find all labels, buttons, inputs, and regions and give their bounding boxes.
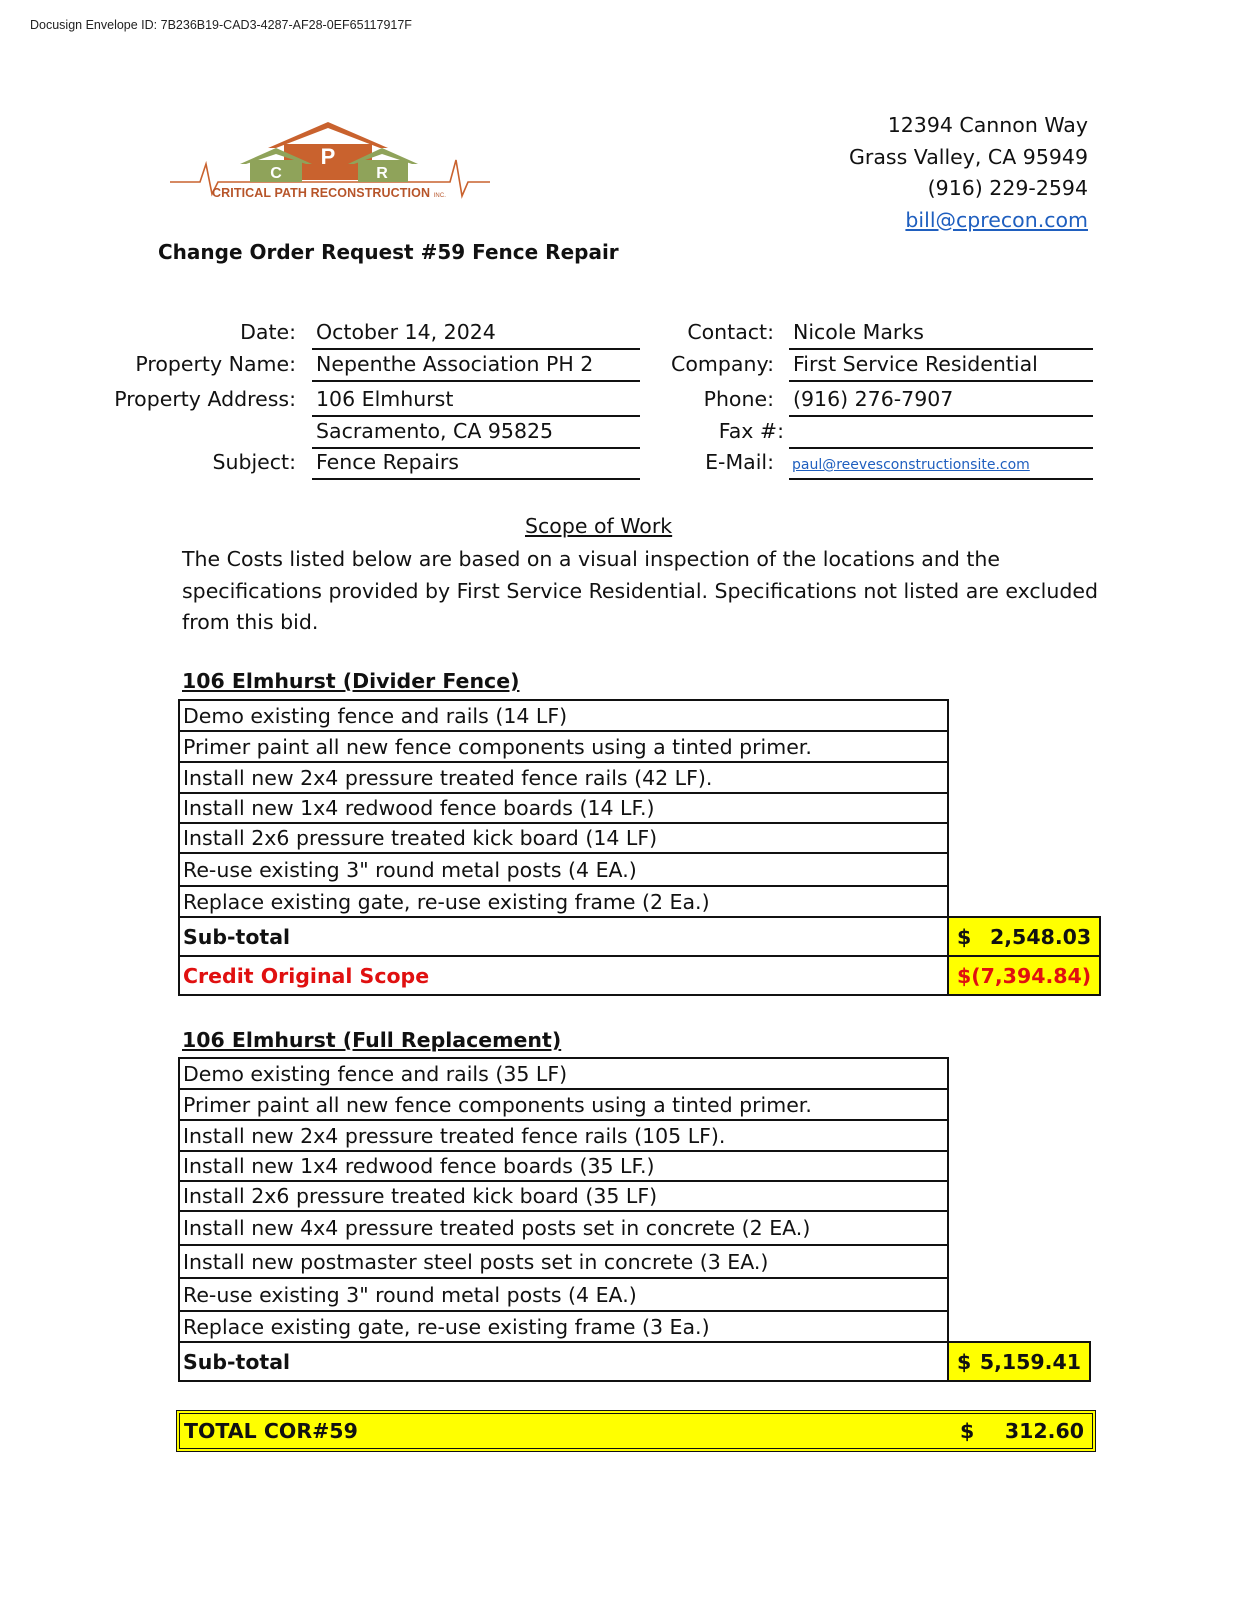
- line-item: Install new 4x4 pressure treated posts set in concrete (2 EA.): [179, 1211, 948, 1245]
- table-row: [179, 1151, 1090, 1181]
- email-label: E-Mail:: [705, 450, 774, 474]
- table-row: [179, 762, 1100, 793]
- address-line1-underline: [312, 415, 640, 417]
- total-value: 312.60: [1004, 1419, 1084, 1443]
- credit-label: Credit Original Scope: [179, 956, 948, 995]
- table-row: [179, 1311, 1090, 1342]
- line-item: Install new 1x4 redwood fence boards (14 LF.): [179, 793, 948, 823]
- line-item: Re-use existing 3" round metal posts (4 EA.): [179, 853, 948, 886]
- contact-underline: [789, 348, 1093, 350]
- credit-row: [179, 956, 1100, 995]
- line-item: Re-use existing 3" round metal posts (4 EA.): [179, 1278, 948, 1311]
- line-item: Replace existing gate, re-use existing frame (2 Ea.): [179, 886, 948, 917]
- phone-label: Phone:: [703, 387, 774, 411]
- line-item: Primer paint all new fence components using a tinted primer.: [179, 731, 948, 762]
- table-row: [179, 793, 1100, 823]
- table-row: [179, 731, 1100, 762]
- fax-underline: [789, 447, 1093, 449]
- table-row: [179, 1245, 1090, 1278]
- section1-heading: 106 Elmhurst (Divider Fence): [182, 669, 520, 693]
- company-phone: (916) 229-2594: [927, 176, 1088, 200]
- credit-amount: $ (7,394.84): [948, 956, 1100, 995]
- company-underline: [789, 380, 1093, 382]
- logo-letter-p: P: [320, 144, 336, 169]
- contact-label: Contact:: [687, 320, 774, 344]
- logo-letter-c: C: [270, 165, 282, 182]
- line-item: Install 2x6 pressure treated kick board (35 LF): [179, 1181, 948, 1211]
- table-row: [179, 1278, 1090, 1311]
- table-row: [179, 823, 1100, 853]
- email-underline: [789, 478, 1093, 480]
- line-item: Install new 2x4 pressure treated fence rails (105 LF).: [179, 1120, 948, 1151]
- company-street: 12394 Cannon Way: [887, 113, 1088, 137]
- company-value: First Service Residential: [793, 352, 1038, 376]
- line-item: Install 2x6 pressure treated kick board (14 LF): [179, 823, 948, 853]
- table-row: [179, 1058, 1090, 1089]
- subtotal-label: Sub-total: [179, 1342, 948, 1381]
- fax-label: Fax #:: [718, 419, 784, 443]
- scope-heading: Scope of Work: [525, 514, 673, 538]
- table-row: [179, 886, 1100, 917]
- table-row: [179, 1211, 1090, 1245]
- table-row: [179, 1089, 1090, 1120]
- contact-value: Nicole Marks: [793, 320, 924, 344]
- company-address: [849, 110, 1088, 236]
- scope-text: The Costs listed below are based on a visual inspection of the locations and the specifications provided by First Service Residential. Specifications not listed are excluded from this bid.: [182, 547, 1098, 634]
- table-row: [179, 1120, 1090, 1151]
- contact-email-link[interactable]: paul@reevesconstructionsite.com: [792, 457, 1030, 473]
- section1-table: [178, 699, 1101, 996]
- address-line2-underline: [312, 447, 640, 449]
- logo-wordmark: CRITICAL PATH RECONSTRUCTION INC.: [212, 186, 447, 200]
- section2-table: [178, 1057, 1091, 1382]
- line-item: Replace existing gate, re-use existing frame (3 Ea.): [179, 1311, 948, 1342]
- subject-underline: [312, 478, 640, 480]
- company-city: Grass Valley, CA 95949: [849, 144, 1088, 169]
- subtotal-row: [179, 917, 1100, 956]
- total-row: [176, 1410, 1096, 1452]
- line-item: Demo existing fence and rails (35 LF): [179, 1058, 948, 1089]
- company-label: Company:: [671, 352, 774, 376]
- line-item: Install new postmaster steel posts set in concrete (3 EA.): [179, 1245, 948, 1278]
- date-value: October 14, 2024: [316, 320, 496, 344]
- subject-label: Subject:: [212, 450, 296, 474]
- subtotal-label: Sub-total: [179, 917, 948, 956]
- address-line1-value: 106 Elmhurst: [316, 387, 454, 411]
- subject-value: Fence Repairs: [316, 450, 459, 474]
- property-name-value: Nepenthe Association PH 2: [316, 352, 594, 376]
- date-label: Date:: [240, 320, 296, 344]
- envelope-id: Docusign Envelope ID: 7B236B19-CAD3-4287-AF28-0EF65117917F: [30, 18, 412, 32]
- subtotal-amount: $ 2,548.03: [948, 917, 1100, 956]
- phone-underline: [789, 415, 1093, 417]
- date-underline: [312, 348, 640, 350]
- line-item: Install new 1x4 redwood fence boards (35 LF.): [179, 1151, 948, 1181]
- phone-value: (916) 276-7907: [793, 387, 954, 411]
- logo-letter-r: R: [376, 165, 388, 182]
- property-address-label: Property Address:: [114, 387, 296, 411]
- property-name-underline: [312, 380, 640, 382]
- line-item: Install new 2x4 pressure treated fence rails (42 LF).: [179, 762, 948, 793]
- subtotal-row: [179, 1342, 1090, 1381]
- total-currency: $: [960, 1419, 975, 1443]
- company-logo: [170, 120, 490, 210]
- table-row: [179, 700, 1100, 731]
- table-row: [179, 853, 1100, 886]
- subtotal-amount: $ 5,159.41: [948, 1342, 1090, 1381]
- section2-heading: 106 Elmhurst (Full Replacement): [182, 1028, 562, 1052]
- total-label: TOTAL COR#59: [184, 1419, 358, 1443]
- property-name-label: Property Name:: [135, 352, 296, 376]
- document-title: Change Order Request #59 Fence Repair: [158, 240, 619, 264]
- line-item: Demo existing fence and rails (14 LF): [179, 700, 948, 731]
- line-item: Primer paint all new fence components using a tinted primer.: [179, 1089, 948, 1120]
- table-row: [179, 1181, 1090, 1211]
- company-email-link[interactable]: bill@cprecon.com: [905, 207, 1088, 232]
- address-line2-value: Sacramento, CA 95825: [316, 419, 554, 443]
